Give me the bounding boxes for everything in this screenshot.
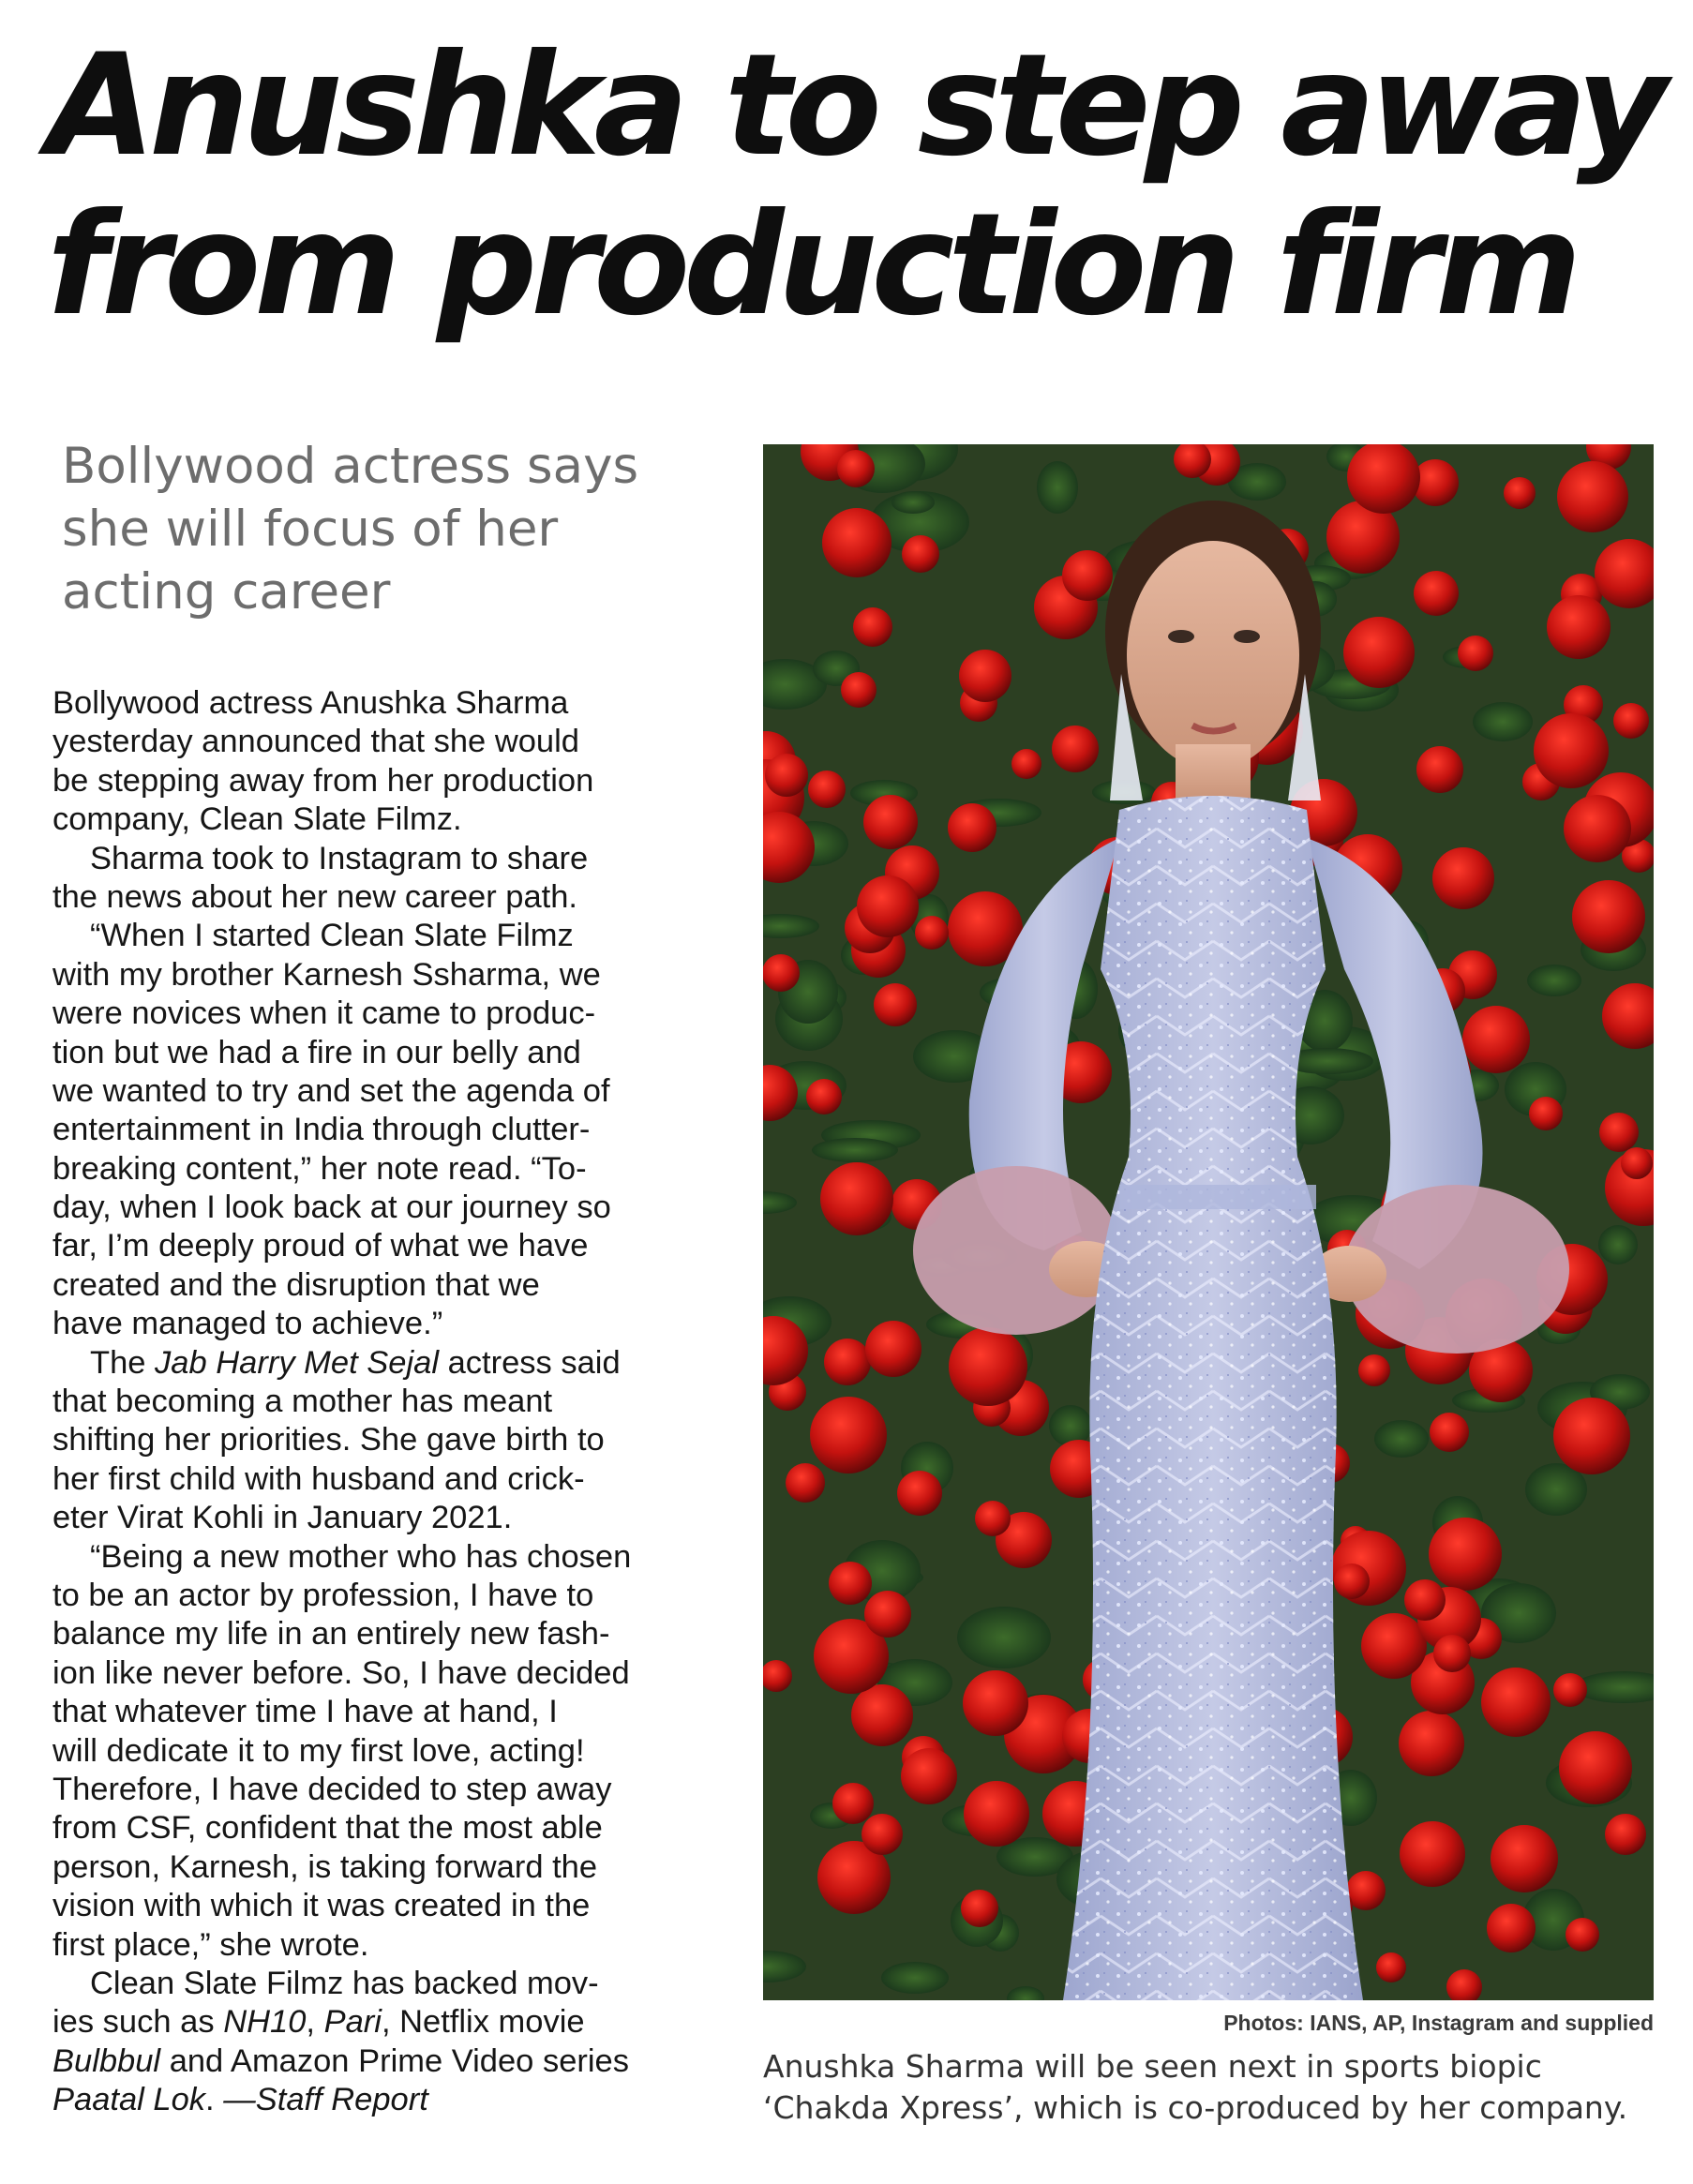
rose-shape xyxy=(1613,703,1649,739)
article-line: have managed to achieve.” xyxy=(52,1306,443,1342)
article-body xyxy=(52,684,718,2119)
subheadline-line-3: acting career xyxy=(62,563,391,621)
article-line: Therefore, I have decided to step away xyxy=(52,1771,612,1807)
rose-shape xyxy=(1458,636,1493,671)
leaf-shape xyxy=(891,491,935,514)
article-line: yesterday announced that she would xyxy=(52,724,579,760)
rose-shape xyxy=(1481,1668,1551,1737)
article-line: her first child with husband and crick- xyxy=(52,1460,585,1497)
rose-shape xyxy=(915,916,949,950)
rose-shape xyxy=(1572,880,1645,953)
rose-shape xyxy=(1414,571,1459,616)
rose-shape xyxy=(865,1321,921,1377)
rose-shape xyxy=(1433,1635,1471,1672)
rose-shape xyxy=(949,1327,1027,1406)
article-line: “Being a new mother who has chosen xyxy=(90,1538,632,1575)
headline-line-2: from production firm xyxy=(47,184,1576,347)
leaf-shape xyxy=(957,1607,1051,1668)
caption-line-1: Anushka Sharma will be seen next in sports biopic xyxy=(763,2048,1542,2085)
article-line: entertainment in India through clutter- xyxy=(52,1112,591,1148)
article-line-film-mention xyxy=(52,1344,718,1383)
article-line: Bollywood actress Anushka Sharma xyxy=(52,685,569,721)
rose-shape xyxy=(874,983,917,1026)
article-line-movies: ies such as NH10, Pari, Netflix movie xyxy=(52,2004,585,2041)
rose-shape xyxy=(1487,1904,1536,1952)
rose-shape xyxy=(824,1339,871,1385)
series-title: Paatal Lok xyxy=(52,2082,206,2118)
rose-shape xyxy=(1416,746,1463,793)
subheadline-line-1: Bollywood actress says xyxy=(62,438,639,495)
movie-title: Bulbbul xyxy=(52,2042,161,2079)
rose-shape xyxy=(820,1162,893,1235)
rose-shape xyxy=(1052,726,1099,772)
rose-shape xyxy=(1334,1563,1370,1599)
rose-shape xyxy=(1605,1814,1646,1855)
article-line: Clean Slate Filmz has backed mov- xyxy=(90,1965,599,2001)
rose-shape xyxy=(1559,1731,1632,1804)
rose-shape xyxy=(1504,477,1536,509)
rose-shape xyxy=(1566,1918,1599,1952)
article-line: from CSF, confident that the most able xyxy=(52,1810,603,1847)
rose-shape xyxy=(901,1748,957,1804)
leaf-shape xyxy=(1598,1225,1638,1264)
article-line: shifting her priorities. She gave birth to xyxy=(52,1422,605,1458)
rose-shape xyxy=(1547,595,1611,659)
rose-shape xyxy=(1529,1097,1563,1130)
article-line: be stepping away from her production xyxy=(52,762,594,799)
rose-shape xyxy=(864,1591,911,1638)
article-line: first place,” she wrote. xyxy=(52,1926,369,1963)
rose-shape xyxy=(857,875,919,937)
article-line: company, Clean Slate Filmz. xyxy=(52,801,462,838)
article-line-byline: Paatal Lok. —Staff Report xyxy=(52,2082,428,2118)
rose-shape xyxy=(1553,1673,1587,1707)
article-photo xyxy=(763,444,1654,2000)
article-line: balance my life in an entirely new fash- xyxy=(52,1616,610,1653)
rose-shape xyxy=(808,770,846,808)
leaf-shape xyxy=(1049,1405,1092,1446)
photo-credit: Photos: IANS, AP, Instagram and supplied xyxy=(1223,2011,1654,2035)
rose-shape xyxy=(1399,1711,1464,1776)
rose-shape xyxy=(897,1471,942,1516)
rose-shape xyxy=(806,1079,842,1114)
rose-shape xyxy=(863,795,918,849)
headline-line-1: Anushka to step away xyxy=(47,24,1662,187)
article-line: with my brother Karnesh Ssharma, we xyxy=(52,956,601,993)
rose-shape xyxy=(1358,1354,1390,1386)
article-line: person, Karnesh, is taking forward the xyxy=(52,1848,598,1885)
leaf-shape xyxy=(812,1138,898,1162)
rose-shape xyxy=(1430,1413,1469,1452)
rose-shape xyxy=(810,1397,887,1473)
leaf-shape xyxy=(881,1962,949,1994)
rose-shape xyxy=(1429,1518,1502,1591)
article-line-series xyxy=(52,2042,718,2081)
article-line: eter Virat Kohli in January 2021. xyxy=(52,1500,513,1536)
rose-shape xyxy=(1491,1825,1558,1892)
article-line: we wanted to try and set the agenda of xyxy=(52,1072,610,1109)
article-line: that becoming a mother has meant xyxy=(52,1384,553,1420)
rose-shape xyxy=(851,1684,913,1746)
movie-title: NH10 xyxy=(223,2004,307,2041)
rose-shape xyxy=(963,1670,1028,1736)
rose-shape xyxy=(1400,1821,1465,1887)
leaf-shape xyxy=(1374,1420,1429,1458)
leaf-shape xyxy=(1527,965,1581,996)
subheadline-line-2: she will focus of her xyxy=(62,501,559,558)
rose-shape xyxy=(1062,550,1113,601)
article-line: created and the disruption that we xyxy=(52,1266,540,1303)
article-text: and Amazon Prime Video series xyxy=(169,2042,629,2079)
article-line: day, when I look back at our journey so xyxy=(52,1189,611,1226)
rose-shape xyxy=(786,1463,825,1503)
rose-shape xyxy=(832,1783,874,1824)
rose-shape xyxy=(948,803,996,852)
article-line: that whatever time I have at hand, I xyxy=(52,1694,558,1730)
headline xyxy=(47,24,1662,347)
rose-shape xyxy=(959,650,1011,702)
leaf-shape xyxy=(1037,461,1078,514)
article-line: to be an actor by profession, I have to xyxy=(52,1577,594,1613)
article-line: ion like never before. So, I have decided xyxy=(52,1654,630,1691)
rose-shape xyxy=(822,508,891,577)
rose-shape xyxy=(961,1890,998,1927)
article-line: the news about her new career path. xyxy=(52,878,578,915)
film-title: Jab Harry Met Sejal xyxy=(155,1344,439,1381)
article-text: actress said xyxy=(447,1344,621,1381)
rose-shape xyxy=(861,1814,903,1855)
article-line: tion but we had a fire in our belly and xyxy=(52,1034,581,1070)
rose-shape xyxy=(765,754,808,797)
article-line: far, I’m deeply proud of what we have xyxy=(52,1228,589,1264)
photo-caption xyxy=(763,2046,1663,2129)
article-line: were novices when it came to produc- xyxy=(52,995,596,1032)
caption-line-2: ‘Chakda Xpress’, which is co-produced by her company. xyxy=(763,2089,1628,2126)
rose-shape xyxy=(1564,795,1631,862)
rose-shape xyxy=(902,535,939,573)
article-line: Sharma took to Instagram to share xyxy=(90,840,589,876)
rose-shape xyxy=(829,1562,872,1605)
rose-shape xyxy=(964,1781,1029,1847)
rose-shape xyxy=(1361,1613,1427,1679)
rose-shape xyxy=(1432,847,1494,909)
rose-shape xyxy=(1599,1113,1639,1152)
rose-shape xyxy=(1404,1579,1446,1621)
rose-shape xyxy=(1462,1006,1530,1073)
article-line: vision with which it was created in the xyxy=(52,1888,591,1924)
rose-shape xyxy=(1557,461,1628,532)
rose-shape xyxy=(837,450,875,487)
rose-shape xyxy=(841,672,876,708)
article-text: ies such as xyxy=(52,2004,215,2041)
article-line: will dedicate it to my first love, acting! xyxy=(52,1732,585,1769)
rose-shape xyxy=(1343,617,1415,688)
article-text: Netflix movie xyxy=(399,2004,585,2041)
rose-shape xyxy=(1534,713,1609,788)
rose-shape xyxy=(763,954,800,992)
leaf-shape xyxy=(1473,702,1533,741)
article-line: breaking content,” her note read. “To- xyxy=(52,1150,587,1187)
subheadline xyxy=(62,435,718,623)
rose-shape xyxy=(975,1501,1011,1536)
rose-shape xyxy=(1553,1398,1630,1474)
movie-title: Pari xyxy=(323,2004,382,2041)
rose-shape xyxy=(1011,749,1041,779)
byline: —Staff Report xyxy=(223,2082,428,2118)
rose-shape xyxy=(853,607,892,647)
rose-shape xyxy=(1376,1952,1406,1982)
rose-shape xyxy=(1621,1147,1653,1179)
article-line: “When I started Clean Slate Filmz xyxy=(90,918,574,954)
article-text: The xyxy=(90,1344,146,1381)
